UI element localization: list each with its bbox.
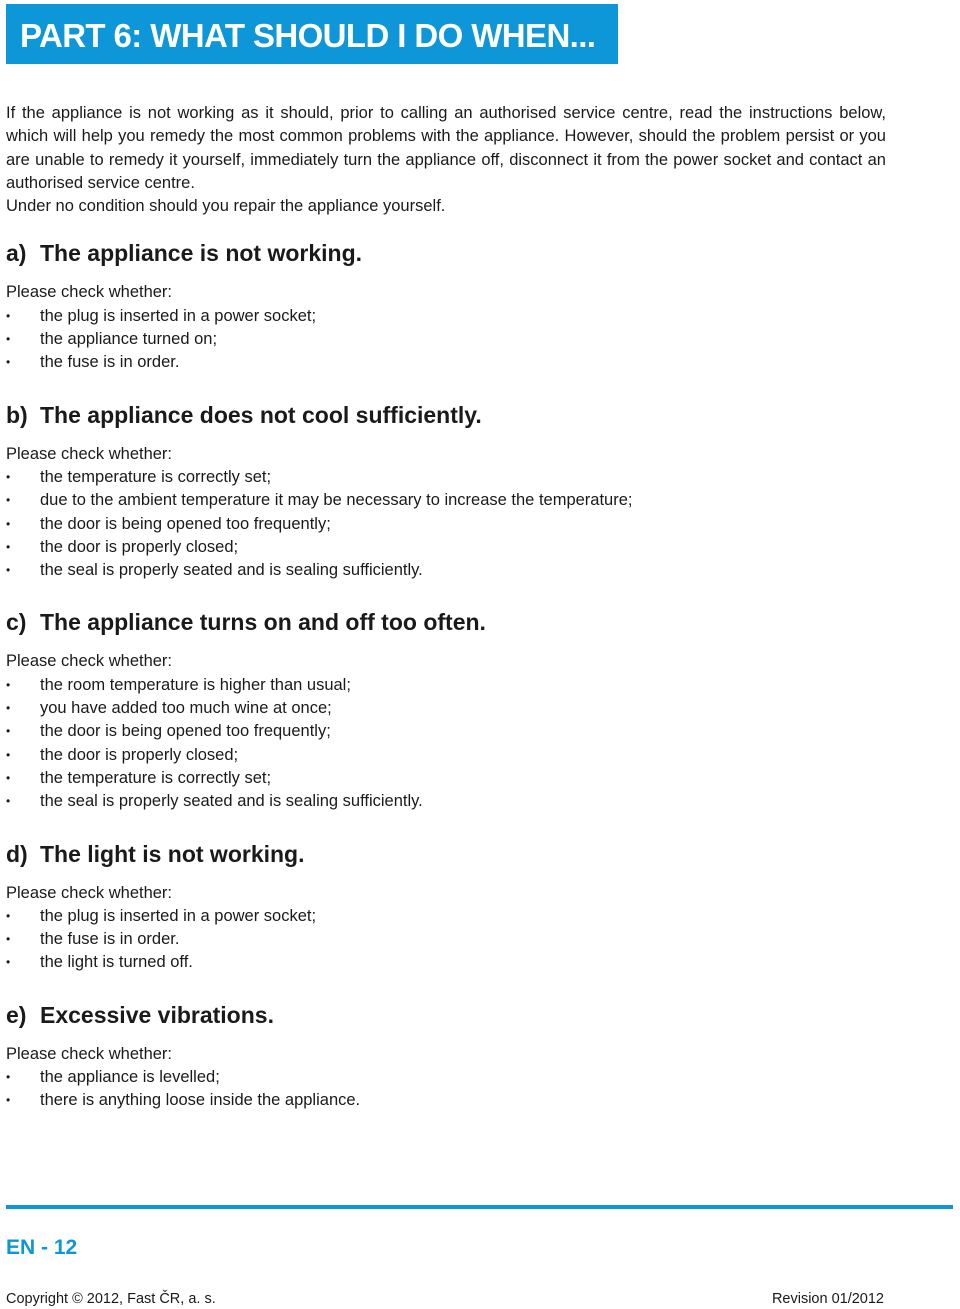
- bullet-icon: •: [6, 794, 11, 809]
- list-item: • the temperature is correctly set;: [6, 767, 886, 790]
- section-title: Excessive vibrations.: [40, 1001, 274, 1028]
- copyright-notice: Copyright © 2012, Fast ČR, a. s.: [6, 1291, 216, 1307]
- section-e: [6, 1002, 886, 1113]
- list-item: • the light is turned off.: [6, 951, 886, 974]
- bullet-icon: •: [6, 770, 11, 785]
- list-item: • the fuse is in order.: [6, 928, 886, 951]
- check-label: Please check whether:: [6, 283, 173, 302]
- list-item: • there is anything loose inside the appliance.: [6, 1089, 886, 1112]
- list-item: • the room temperature is higher than usual;: [6, 674, 886, 697]
- bullet-icon: •: [6, 493, 11, 508]
- check-label: Please check whether:: [6, 1044, 173, 1063]
- bullet-icon: •: [6, 1070, 11, 1085]
- section-letter: b): [6, 401, 28, 428]
- section-heading: [6, 841, 886, 868]
- list-item: • the plug is inserted in a power socket;: [6, 305, 886, 328]
- bullet-icon: •: [6, 469, 11, 484]
- section-title: The light is not working.: [40, 840, 305, 867]
- list-item: • the seal is properly seated and is sealing sufficiently.: [6, 559, 886, 582]
- section-letter: a): [6, 240, 27, 267]
- bullet-icon: •: [6, 724, 11, 739]
- revision-value: 01/2012: [831, 1291, 884, 1307]
- check-list: [6, 674, 886, 814]
- section-title: The appliance does not cool sufficiently.: [40, 401, 482, 428]
- bullet-icon: •: [6, 563, 11, 578]
- check-list: [6, 905, 886, 975]
- bullet-icon: •: [6, 932, 11, 947]
- list-item: • the temperature is correctly set;: [6, 466, 886, 489]
- bullet-icon: •: [6, 908, 11, 923]
- bullet-icon: •: [6, 308, 11, 323]
- footer-divider: [6, 1205, 953, 1209]
- bullet-icon: •: [6, 539, 11, 554]
- bullet-icon: •: [6, 747, 11, 762]
- check-list: [6, 305, 886, 375]
- list-item: • the plug is inserted in a power socket;: [6, 905, 886, 928]
- bullet-icon: •: [6, 677, 11, 692]
- revision-label: Revision: [771, 1291, 828, 1307]
- page-title: PART 6: WHAT SHOULD I DO WHEN...: [20, 17, 596, 54]
- list-item: • the door is properly closed;: [6, 744, 886, 767]
- list-item: • the door is being opened too frequently;: [6, 720, 886, 743]
- list-item: • the seal is properly seated and is sealing sufficiently.: [6, 790, 886, 813]
- section-letter: e): [6, 1001, 27, 1028]
- list-item: • the fuse is in order.: [6, 351, 886, 374]
- bullet-icon: •: [6, 955, 11, 970]
- list-item: • the appliance is levelled;: [6, 1066, 886, 1089]
- page-number: EN - 12: [6, 1236, 78, 1259]
- bullet-icon: •: [6, 1093, 11, 1108]
- revision-info: [772, 1291, 884, 1307]
- content: [6, 102, 886, 1113]
- section-letter: d): [6, 840, 28, 867]
- list-item: • due to the ambient temperature it may be necessary to increase the temperature;: [6, 489, 886, 512]
- bullet-icon: •: [6, 355, 11, 370]
- list-item: • the door is properly closed;: [6, 536, 886, 559]
- section-heading: [6, 402, 886, 429]
- bullet-icon: •: [6, 332, 11, 347]
- section-heading: [6, 1002, 886, 1029]
- section-letter: c): [6, 609, 27, 636]
- list-item: • the door is being opened too frequently;: [6, 513, 886, 536]
- section-b: [6, 402, 886, 583]
- check-label: Please check whether:: [6, 652, 173, 671]
- section-title: The appliance turns on and off too often.: [40, 609, 486, 636]
- bullet-icon: •: [6, 701, 11, 716]
- section-heading: [6, 609, 886, 636]
- intro-warning: Under no condition should you repair the appliance yourself.: [6, 197, 446, 216]
- bullet-icon: •: [6, 516, 11, 531]
- check-list: [6, 1066, 886, 1113]
- list-item: • you have added too much wine at once;: [6, 697, 886, 720]
- check-label: Please check whether:: [6, 444, 173, 463]
- check-list: [6, 466, 886, 582]
- list-item: • the appliance turned on;: [6, 328, 886, 351]
- section-heading: [6, 240, 886, 267]
- section-c: [6, 609, 886, 813]
- check-label: Please check whether:: [6, 883, 173, 902]
- section-a: [6, 240, 886, 374]
- intro-paragraph: If the appliance is not working as it should, prior to calling an authorised service centre, read the instructions below, which will help you remedy the most common problems with the appliance. However, should the problem persist or you are unable to remedy it yourself, immediately turn the appliance off, disconnect it from the power socket and contact an authorised service centre.: [6, 104, 886, 192]
- title-bar: [6, 4, 618, 64]
- section-d: [6, 841, 886, 975]
- section-title: The appliance is not working.: [40, 240, 363, 267]
